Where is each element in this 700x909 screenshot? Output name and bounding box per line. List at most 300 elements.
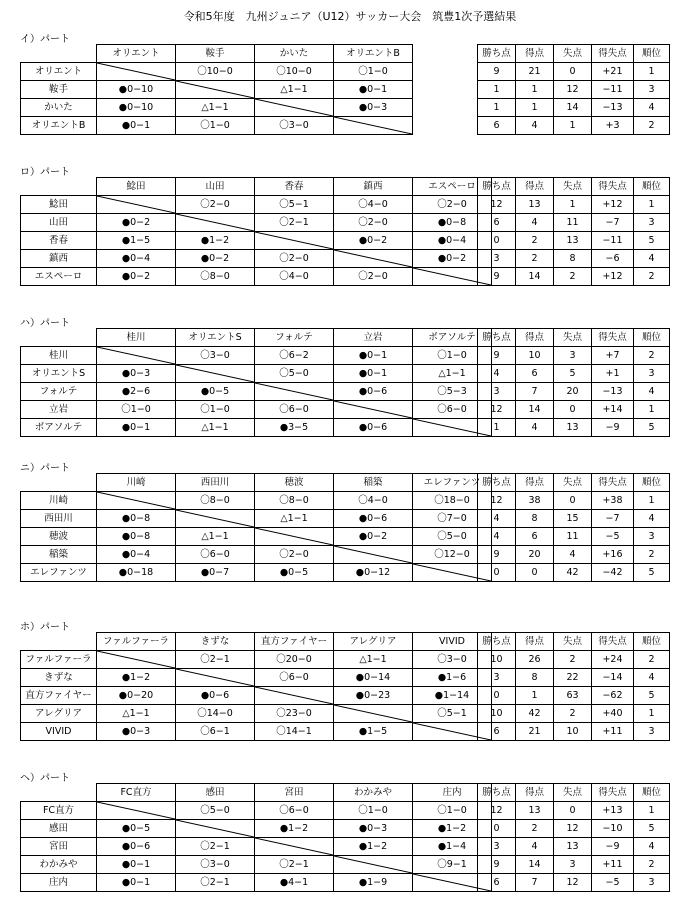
stat-cell: 9 <box>478 546 516 564</box>
stat-cell: 3 <box>478 383 516 401</box>
diagonal-cell <box>255 232 334 250</box>
corner-cell <box>21 45 97 63</box>
team-header: 立岩 <box>334 329 413 347</box>
result-cell: 〇8−0 <box>176 268 255 286</box>
stat-cell: 3 <box>634 528 670 546</box>
team-header: エスペーロ <box>413 178 492 196</box>
team-header: 宮田 <box>255 784 334 802</box>
stat-cell: 1 <box>516 99 554 117</box>
team-header: フォルテ <box>255 329 334 347</box>
team-row-label: フォルテ <box>21 383 97 401</box>
diagonal-line <box>255 838 333 855</box>
table-row <box>21 510 492 528</box>
corner-cell <box>21 329 97 347</box>
stat-cell: 4 <box>478 528 516 546</box>
stat-header: 勝ち点 <box>478 633 516 651</box>
stat-header: 得点 <box>516 633 554 651</box>
stat-cell: −9 <box>592 419 634 437</box>
table-row <box>21 528 492 546</box>
stat-cell: −42 <box>592 564 634 582</box>
table-row <box>21 651 492 669</box>
team-row-label: オリエントB <box>21 117 97 135</box>
table-row <box>21 214 492 232</box>
result-cell: ●0−5 <box>255 564 334 582</box>
stat-header: 勝ち点 <box>478 178 516 196</box>
stat-cell: 1 <box>478 81 516 99</box>
result-cell: △1−1 <box>255 81 334 99</box>
stat-header: 順位 <box>634 633 670 651</box>
stat-cell: 0 <box>554 492 592 510</box>
diagonal-cell <box>97 492 176 510</box>
team-row-label: ボアソルテ <box>21 419 97 437</box>
stat-cell: 4 <box>516 838 554 856</box>
team-row-label: わかみや <box>21 856 97 874</box>
stat-header: 順位 <box>634 45 670 63</box>
table-row <box>478 856 670 874</box>
team-header: 直方ファイヤー <box>255 633 334 651</box>
stat-cell: −10 <box>592 820 634 838</box>
result-cell: ●0−4 <box>97 546 176 564</box>
stat-cell: 0 <box>478 232 516 250</box>
stat-cell: 1 <box>634 63 670 81</box>
result-cell: △1−1 <box>97 705 176 723</box>
table-row <box>21 99 413 117</box>
result-cell: 〇5−0 <box>176 802 255 820</box>
stat-cell: −13 <box>592 383 634 401</box>
stat-cell: 22 <box>554 669 592 687</box>
stat-cell: 3 <box>554 347 592 365</box>
result-cell: 〇8−0 <box>255 492 334 510</box>
stat-cell: 11 <box>554 214 592 232</box>
diagonal-cell <box>255 528 334 546</box>
table-row <box>478 651 670 669</box>
stat-cell: 1 <box>634 705 670 723</box>
result-cell: 〇6−0 <box>413 401 492 419</box>
stat-cell: +3 <box>592 117 634 135</box>
stat-cell: 26 <box>516 651 554 669</box>
stat-cell: 7 <box>516 383 554 401</box>
result-cell: 〇6−1 <box>176 723 255 741</box>
team-header: ファルファーラ <box>97 633 176 651</box>
stat-cell: +21 <box>592 63 634 81</box>
stat-cell: 1 <box>554 196 592 214</box>
team-row-label: 穂波 <box>21 528 97 546</box>
team-row-label: 鎮西 <box>21 250 97 268</box>
stat-cell: 6 <box>516 528 554 546</box>
results-matrix <box>20 44 413 135</box>
team-header: わかみや <box>334 784 413 802</box>
diagonal-line <box>97 802 175 819</box>
team-header: 香春 <box>255 178 334 196</box>
result-cell: 〇1−0 <box>413 802 492 820</box>
stat-cell: +13 <box>592 802 634 820</box>
result-cell: 〇9−1 <box>413 856 492 874</box>
diagonal-cell <box>176 365 255 383</box>
stat-header: 失点 <box>554 474 592 492</box>
result-cell: 〇6−0 <box>176 546 255 564</box>
diagonal-line <box>255 528 333 545</box>
stat-cell: 9 <box>478 268 516 286</box>
result-cell: ●0−2 <box>334 232 413 250</box>
stat-cell: 3 <box>634 214 670 232</box>
table-row <box>478 347 670 365</box>
standings-table <box>477 473 670 582</box>
diagonal-line <box>97 347 175 364</box>
result-cell: ●0−2 <box>176 250 255 268</box>
diagonal-line <box>334 705 412 722</box>
stat-cell: 38 <box>516 492 554 510</box>
diagonal-cell <box>97 347 176 365</box>
result-cell: ●1−2 <box>334 838 413 856</box>
stat-cell: 1 <box>478 419 516 437</box>
diagonal-cell <box>334 401 413 419</box>
team-header: オリエントS <box>176 329 255 347</box>
stat-header: 勝ち点 <box>478 474 516 492</box>
table-row <box>21 705 492 723</box>
stat-cell: 2 <box>634 268 670 286</box>
team-row-label: アレグリア <box>21 705 97 723</box>
result-cell: ●1−2 <box>413 820 492 838</box>
part-label: ホ）パート <box>20 622 70 633</box>
stat-cell: 2 <box>516 250 554 268</box>
result-cell: ●0−1 <box>97 856 176 874</box>
table-row <box>478 874 670 892</box>
result-cell: 〇1−0 <box>413 347 492 365</box>
team-header: オリエント <box>97 45 176 63</box>
stat-cell: 9 <box>478 856 516 874</box>
stat-cell: 4 <box>634 383 670 401</box>
stat-cell: 4 <box>634 510 670 528</box>
result-cell: 〇4−0 <box>334 492 413 510</box>
result-cell: ●1−6 <box>413 669 492 687</box>
result-cell: ●0−5 <box>176 383 255 401</box>
result-cell: ●0−6 <box>334 510 413 528</box>
stat-cell: 10 <box>516 347 554 365</box>
stat-cell: 2 <box>554 268 592 286</box>
result-cell: 〇18−0 <box>413 492 492 510</box>
result-cell: ●0−14 <box>334 669 413 687</box>
stat-cell: 1 <box>634 492 670 510</box>
table-row <box>478 63 670 81</box>
diagonal-cell <box>334 856 413 874</box>
stat-cell: 9 <box>478 347 516 365</box>
stat-cell: 8 <box>554 250 592 268</box>
corner-cell <box>21 178 97 196</box>
diagonal-cell <box>334 117 413 135</box>
result-cell: △1−1 <box>255 510 334 528</box>
stat-cell: 13 <box>516 802 554 820</box>
result-cell: ●0−8 <box>97 528 176 546</box>
diagonal-cell <box>97 651 176 669</box>
result-cell: ●1−2 <box>176 232 255 250</box>
results-matrix <box>20 632 492 741</box>
stat-cell: +1 <box>592 365 634 383</box>
team-row-label: 稲築 <box>21 546 97 564</box>
table-row <box>478 564 670 582</box>
stat-cell: 1 <box>634 401 670 419</box>
stat-header: 得失点 <box>592 784 634 802</box>
diagonal-line <box>334 856 412 873</box>
diagonal-line <box>176 365 254 382</box>
diagonal-cell <box>334 705 413 723</box>
stat-cell: 12 <box>554 81 592 99</box>
stat-cell: 2 <box>634 546 670 564</box>
stat-cell: −7 <box>592 214 634 232</box>
diagonal-cell <box>97 196 176 214</box>
stat-cell: 12 <box>554 874 592 892</box>
result-cell: 〇20−0 <box>255 651 334 669</box>
team-header: 西田川 <box>176 474 255 492</box>
result-cell: ●0−2 <box>97 214 176 232</box>
table-row <box>478 528 670 546</box>
result-cell: ●0−4 <box>413 232 492 250</box>
stat-cell: 12 <box>478 401 516 419</box>
result-cell: ●0−1 <box>334 347 413 365</box>
diagonal-cell <box>176 669 255 687</box>
table-row <box>478 250 670 268</box>
result-cell: ●0−23 <box>334 687 413 705</box>
stat-cell: 7 <box>516 874 554 892</box>
result-cell: ●1−2 <box>255 820 334 838</box>
stat-cell: 3 <box>554 856 592 874</box>
result-cell: ●0−6 <box>334 419 413 437</box>
results-matrix <box>20 783 492 892</box>
team-header: 庄内 <box>413 784 492 802</box>
table-row <box>21 250 492 268</box>
diagonal-line <box>176 820 254 837</box>
stat-cell: −11 <box>592 81 634 99</box>
diagonal-line <box>334 250 412 267</box>
result-cell: ●0−1 <box>97 117 176 135</box>
stat-header: 順位 <box>634 329 670 347</box>
stat-cell: 0 <box>478 564 516 582</box>
stat-cell: 8 <box>516 510 554 528</box>
stat-cell: −11 <box>592 232 634 250</box>
stat-cell: 12 <box>478 492 516 510</box>
table-row <box>21 546 492 564</box>
stat-cell: −7 <box>592 510 634 528</box>
stat-header: 失点 <box>554 329 592 347</box>
result-cell: 〇23−0 <box>255 705 334 723</box>
team-header: きずな <box>176 633 255 651</box>
result-cell: 〇6−0 <box>255 401 334 419</box>
stat-cell: +14 <box>592 401 634 419</box>
table-row <box>21 81 413 99</box>
stat-cell: 14 <box>516 401 554 419</box>
stat-cell: 5 <box>554 365 592 383</box>
stat-cell: 21 <box>516 723 554 741</box>
diagonal-line <box>176 510 254 527</box>
stat-cell: 4 <box>634 99 670 117</box>
result-cell: ●1−14 <box>413 687 492 705</box>
result-cell: 〇10−0 <box>176 63 255 81</box>
stat-cell: 3 <box>478 669 516 687</box>
result-cell: ●4−1 <box>255 874 334 892</box>
table-row <box>478 117 670 135</box>
stat-header: 得点 <box>516 784 554 802</box>
corner-cell <box>21 633 97 651</box>
result-cell: 〇1−0 <box>176 401 255 419</box>
stat-cell: 14 <box>554 99 592 117</box>
team-header: FC直方 <box>97 784 176 802</box>
team-header: 稲築 <box>334 474 413 492</box>
stat-cell: 1 <box>478 99 516 117</box>
result-cell: 〇8−0 <box>176 492 255 510</box>
table-row <box>478 232 670 250</box>
stat-cell: 1 <box>634 802 670 820</box>
stat-cell: 0 <box>554 401 592 419</box>
team-row-label: 川崎 <box>21 492 97 510</box>
stat-cell: 2 <box>554 705 592 723</box>
result-cell: 〇6−0 <box>255 802 334 820</box>
diagonal-cell <box>255 383 334 401</box>
result-cell: 〇1−0 <box>334 63 413 81</box>
diagonal-line <box>334 401 412 418</box>
stat-cell: 1 <box>516 81 554 99</box>
diagonal-line <box>334 546 412 563</box>
table-row <box>21 268 492 286</box>
team-header: ボアソルテ <box>413 329 492 347</box>
result-cell: 〇1−0 <box>176 117 255 135</box>
diagonal-cell <box>176 81 255 99</box>
stat-header: 得失点 <box>592 329 634 347</box>
stat-cell: 0 <box>554 63 592 81</box>
stat-cell: 63 <box>554 687 592 705</box>
stat-cell: 42 <box>516 705 554 723</box>
result-cell: ●0−3 <box>334 820 413 838</box>
result-cell: ●3−5 <box>255 419 334 437</box>
table-row <box>21 669 492 687</box>
team-header: 山田 <box>176 178 255 196</box>
team-row-label: エレファンツ <box>21 564 97 582</box>
stat-cell: 4 <box>516 419 554 437</box>
table-row <box>478 838 670 856</box>
stat-cell: +11 <box>592 723 634 741</box>
team-row-label: きずな <box>21 669 97 687</box>
stat-cell: 20 <box>516 546 554 564</box>
stat-cell: +7 <box>592 347 634 365</box>
result-cell: △1−1 <box>413 365 492 383</box>
stat-cell: 0 <box>554 802 592 820</box>
team-row-label: 香春 <box>21 232 97 250</box>
team-row-label: オリエントS <box>21 365 97 383</box>
result-cell: ●1−4 <box>413 838 492 856</box>
stat-header: 得点 <box>516 474 554 492</box>
table-row <box>21 383 492 401</box>
corner-cell <box>21 784 97 802</box>
stat-cell: +12 <box>592 268 634 286</box>
result-cell: ●0−10 <box>97 99 176 117</box>
stat-cell: 12 <box>478 802 516 820</box>
result-cell: 〇7−0 <box>413 510 492 528</box>
diagonal-cell <box>334 250 413 268</box>
diagonal-cell <box>97 802 176 820</box>
result-cell: 〇5−0 <box>255 365 334 383</box>
team-row-label: 鯰田 <box>21 196 97 214</box>
diagonal-line <box>255 232 333 249</box>
diagonal-line <box>97 196 175 213</box>
stat-cell: 5 <box>634 232 670 250</box>
diagonal-cell <box>334 546 413 564</box>
stat-cell: 4 <box>634 669 670 687</box>
stat-cell: 5 <box>634 564 670 582</box>
result-cell: ●0−18 <box>97 564 176 582</box>
table-row <box>21 492 492 510</box>
stat-header: 得失点 <box>592 178 634 196</box>
diagonal-line <box>97 63 175 80</box>
result-cell: 〇3−0 <box>413 651 492 669</box>
stat-cell: 2 <box>634 651 670 669</box>
result-cell: ●0−1 <box>97 419 176 437</box>
table-row <box>21 196 492 214</box>
stat-cell: 6 <box>478 723 516 741</box>
result-cell: ●0−2 <box>97 268 176 286</box>
stat-header: 順位 <box>634 178 670 196</box>
stat-cell: 4 <box>634 838 670 856</box>
stat-cell: 15 <box>554 510 592 528</box>
stat-cell: 2 <box>634 347 670 365</box>
result-cell: ●0−3 <box>97 723 176 741</box>
stat-cell: −14 <box>592 669 634 687</box>
stat-cell: 20 <box>554 383 592 401</box>
diagonal-cell <box>97 63 176 81</box>
result-cell: 〇2−1 <box>176 651 255 669</box>
stat-cell: 6 <box>478 214 516 232</box>
result-cell: 〇6−0 <box>255 669 334 687</box>
result-cell: ●0−10 <box>97 81 176 99</box>
part-label: イ）パート <box>20 34 70 45</box>
standings-table <box>477 177 670 286</box>
result-cell: ●0−7 <box>176 564 255 582</box>
table-row <box>21 232 492 250</box>
result-cell: ●1−2 <box>97 669 176 687</box>
standings-table <box>477 328 670 437</box>
result-cell: △1−1 <box>334 651 413 669</box>
stat-cell: 2 <box>516 820 554 838</box>
stat-header: 得点 <box>516 178 554 196</box>
stat-cell: 5 <box>634 687 670 705</box>
table-row <box>21 856 492 874</box>
stat-cell: 4 <box>516 117 554 135</box>
stat-cell: 1 <box>516 687 554 705</box>
team-header: 桂川 <box>97 329 176 347</box>
team-row-label: ファルファーラ <box>21 651 97 669</box>
stat-cell: 14 <box>516 268 554 286</box>
result-cell: ●0−6 <box>97 838 176 856</box>
table-row <box>478 723 670 741</box>
results-matrix <box>20 328 492 437</box>
table-row <box>478 196 670 214</box>
team-row-label: 山田 <box>21 214 97 232</box>
results-matrix <box>20 177 492 286</box>
table-row <box>478 802 670 820</box>
diagonal-cell <box>255 687 334 705</box>
stat-cell: 1 <box>634 196 670 214</box>
result-cell: 〇2−1 <box>255 856 334 874</box>
result-cell: 〇4−0 <box>334 196 413 214</box>
stat-cell: +12 <box>592 196 634 214</box>
diagonal-cell <box>255 99 334 117</box>
table-row <box>21 564 492 582</box>
diagonal-line <box>255 383 333 400</box>
table-row <box>478 669 670 687</box>
stat-cell: 3 <box>634 723 670 741</box>
team-row-label: 庄内 <box>21 874 97 892</box>
standings-table <box>477 783 670 892</box>
stat-header: 得点 <box>516 45 554 63</box>
result-cell: 〇2−0 <box>255 546 334 564</box>
team-header: アレグリア <box>334 633 413 651</box>
